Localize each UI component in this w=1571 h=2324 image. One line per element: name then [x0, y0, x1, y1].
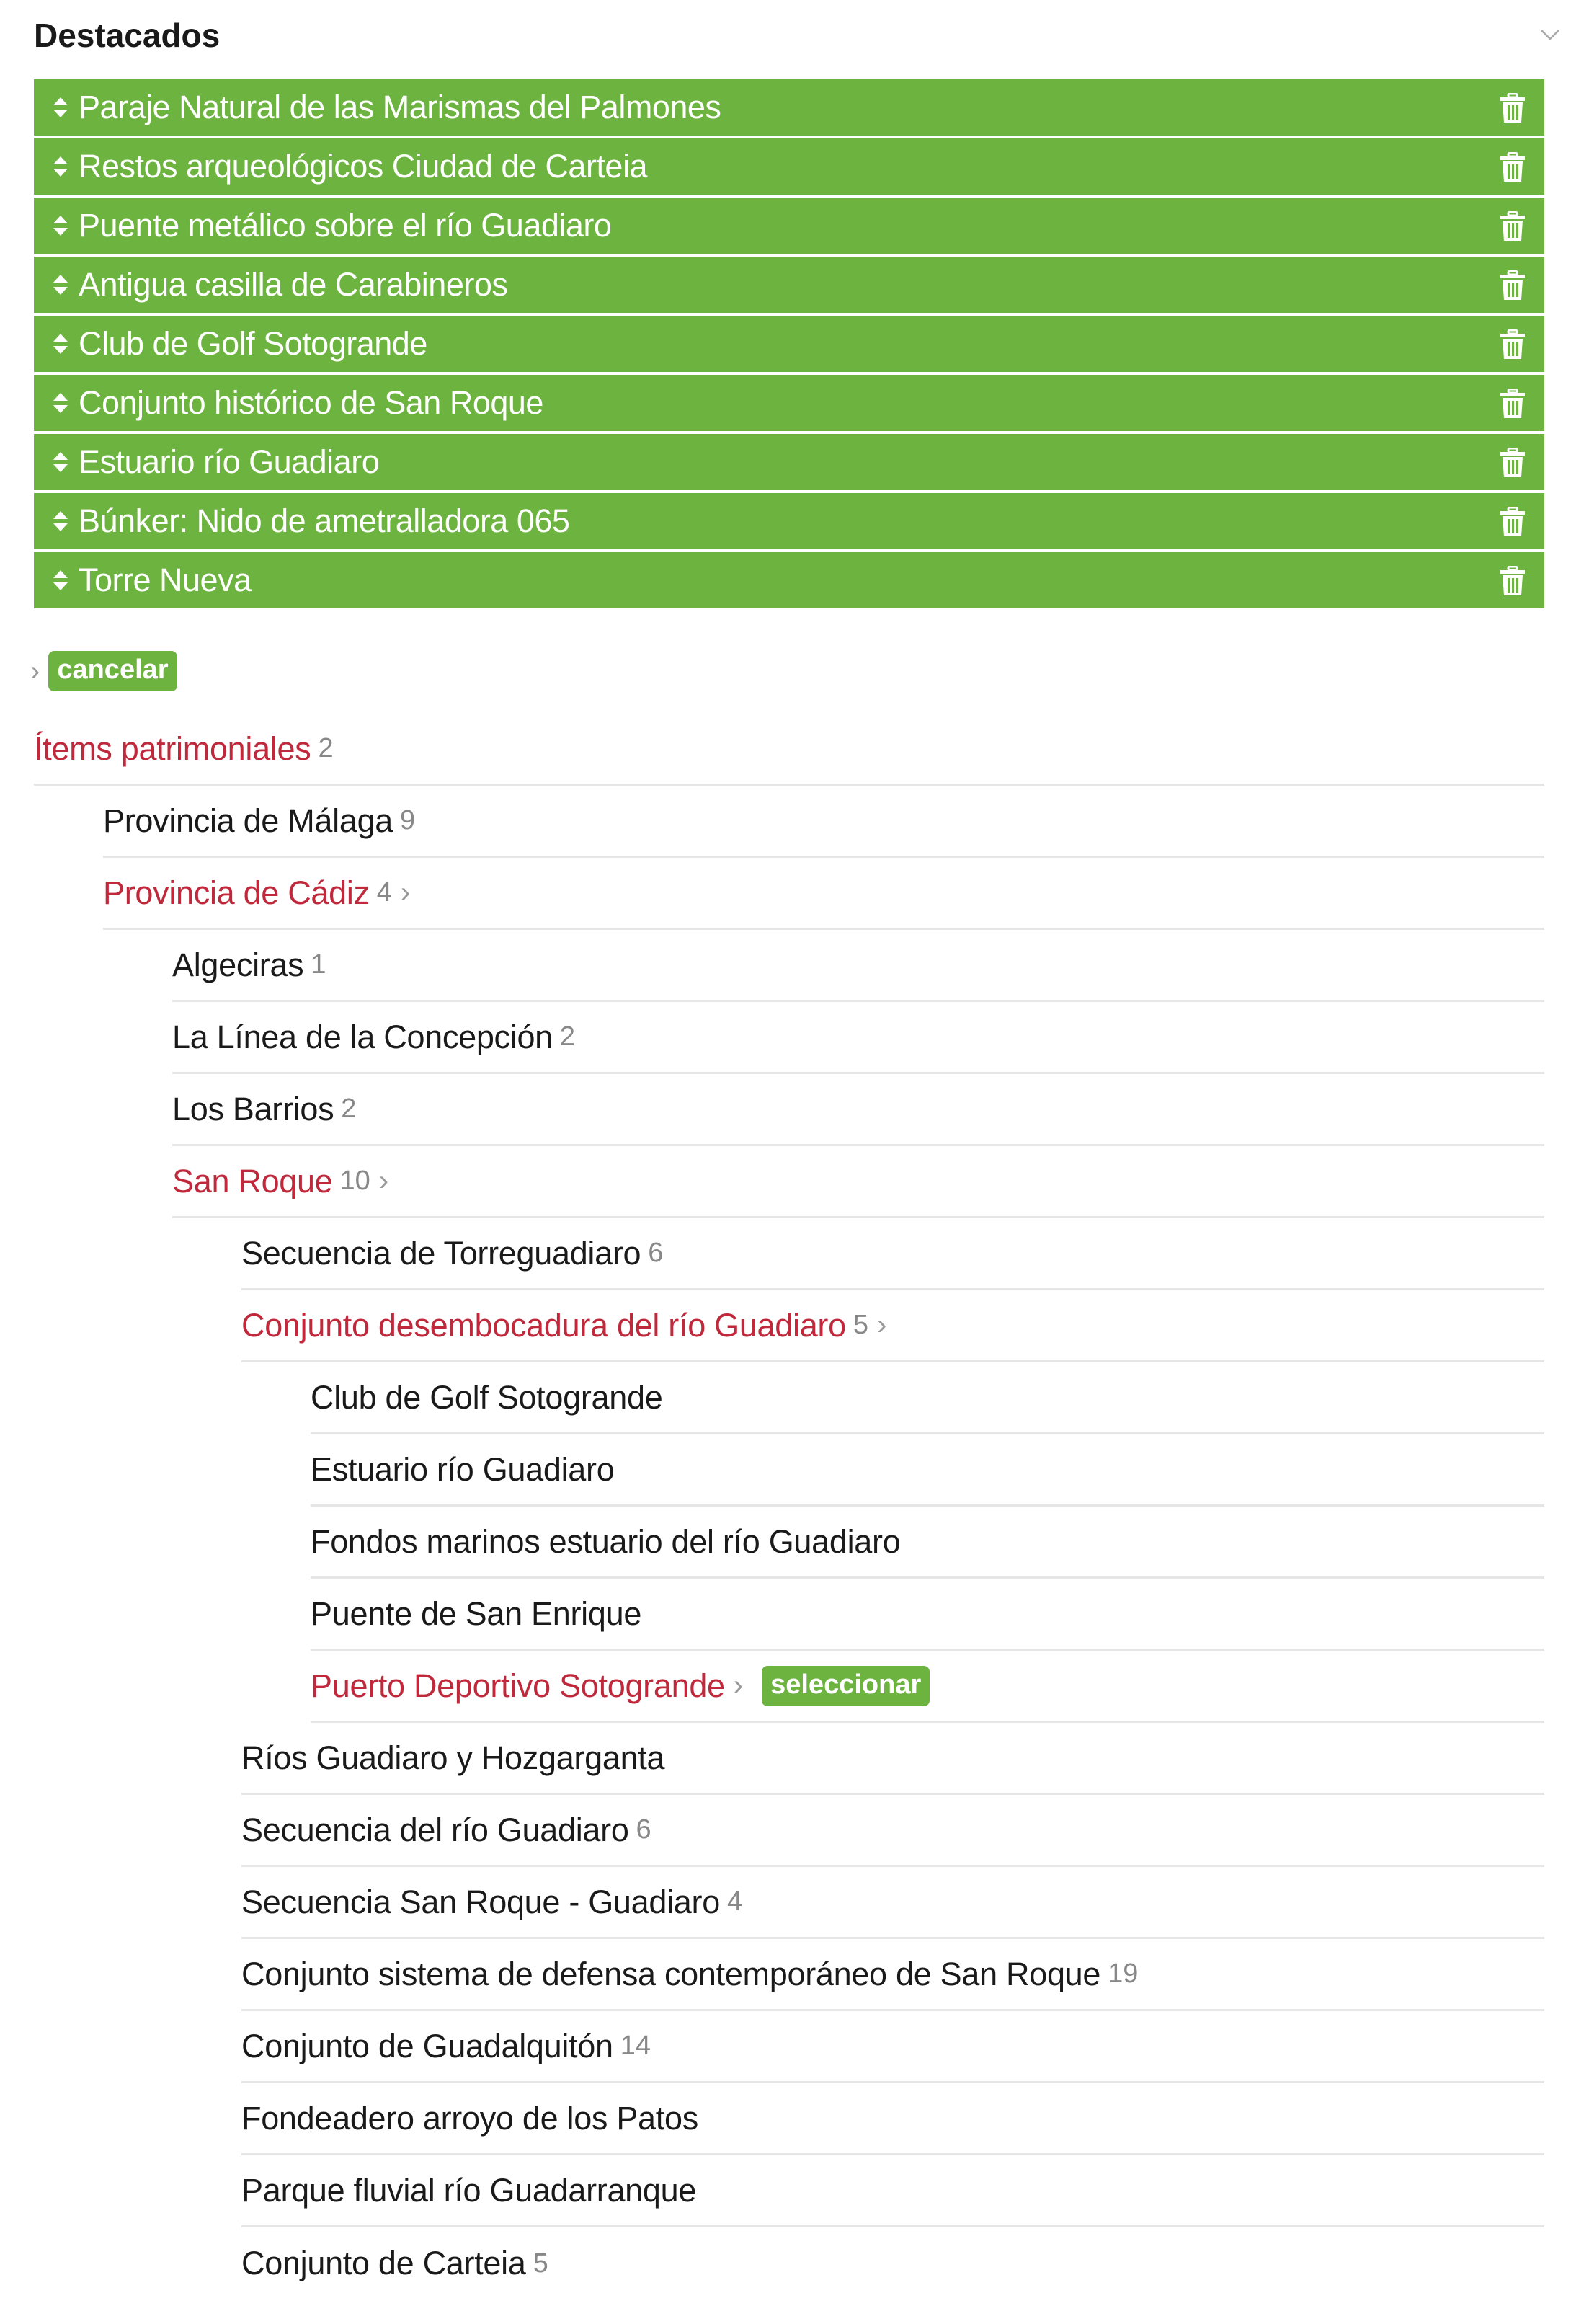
featured-item[interactable]: [34, 552, 1544, 608]
item-count: 2: [318, 733, 334, 763]
tree-item-label[interactable]: Secuencia del río Guadiaro: [241, 1811, 629, 1848]
select-button[interactable]: seleccionar: [762, 1666, 930, 1706]
tree-item-label[interactable]: Ríos Guadiaro y Hozgarganta: [241, 1739, 665, 1776]
tree-item-label[interactable]: Provincia de Cádiz: [103, 874, 370, 911]
tree-item[interactable]: [311, 1579, 1544, 1651]
featured-list: [34, 79, 1544, 611]
trash-icon[interactable]: [1500, 507, 1526, 537]
featured-item[interactable]: [34, 138, 1544, 195]
chevron-right-icon: ›: [733, 1669, 744, 1701]
tree-item-label[interactable]: Conjunto de Carteia: [241, 2245, 526, 2281]
cancel-row: [30, 650, 177, 692]
tree-item-label[interactable]: Fondeadero arroyo de los Patos: [241, 2099, 698, 2137]
featured-item[interactable]: [34, 493, 1544, 549]
item-count: 4: [726, 1886, 743, 1917]
tree-item-label[interactable]: Estuario río Guadiaro: [311, 1450, 615, 1488]
item-count: 6: [648, 1238, 664, 1268]
featured-item-label: Club de Golf Sotogrande: [79, 325, 427, 362]
tree-item[interactable]: [241, 1218, 1544, 1290]
featured-item-label: Torre Nueva: [79, 562, 252, 598]
tree-item-label[interactable]: Club de Golf Sotogrande: [311, 1378, 663, 1416]
tree-item[interactable]: [241, 2083, 1544, 2155]
tree-item[interactable]: [241, 1795, 1544, 1867]
sort-icon[interactable]: [51, 211, 71, 240]
tree-item-label[interactable]: La Línea de la Concepción: [172, 1018, 553, 1055]
trash-icon[interactable]: [1500, 211, 1526, 241]
featured-item-label: Antigua casilla de Carabineros: [79, 266, 508, 303]
sort-icon[interactable]: [51, 389, 71, 417]
tree-item[interactable]: [311, 1507, 1544, 1579]
tree-item[interactable]: [241, 1867, 1544, 1939]
featured-item-label: Puente metálico sobre el río Guadiaro: [79, 207, 612, 244]
chevron-down-icon[interactable]: [1536, 20, 1565, 49]
featured-item-label: Estuario río Guadiaro: [79, 443, 380, 480]
sort-icon[interactable]: [51, 448, 71, 476]
tree-item-label[interactable]: Conjunto de Guadalquitón: [241, 2027, 613, 2064]
tree-item-label[interactable]: Conjunto desembocadura del río Guadiaro: [241, 1306, 846, 1344]
tree-item[interactable]: [103, 858, 1544, 930]
chevron-right-icon: ›: [400, 877, 411, 908]
trash-icon[interactable]: [1500, 270, 1526, 301]
tree-item[interactable]: [172, 1002, 1544, 1074]
trash-icon[interactable]: [1500, 389, 1526, 419]
sort-icon[interactable]: [51, 566, 71, 595]
tree-item-label[interactable]: Secuencia San Roque - Guadiaro: [241, 1883, 720, 1920]
trash-icon[interactable]: [1500, 152, 1526, 182]
section-title: Destacados: [34, 17, 221, 54]
tree-item[interactable]: [311, 1651, 1544, 1723]
tree-item-label[interactable]: Ítems patrimoniales: [34, 729, 311, 767]
tree-item-label[interactable]: Secuencia de Torreguadiaro: [241, 1234, 641, 1272]
item-count: 1: [311, 949, 326, 980]
tree-item-label[interactable]: Provincia de Málaga: [103, 802, 393, 839]
item-count: 2: [341, 1094, 357, 1124]
tree-item[interactable]: [172, 1074, 1544, 1146]
item-count: 6: [636, 1814, 651, 1845]
tree-item-label[interactable]: Puerto Deportivo Sotogrande: [311, 1667, 725, 1704]
tree-item-label[interactable]: Los Barrios: [172, 1090, 334, 1127]
featured-item[interactable]: [34, 257, 1544, 313]
item-count: 10: [339, 1166, 370, 1196]
tree-item[interactable]: [103, 786, 1544, 858]
featured-item[interactable]: [34, 375, 1544, 431]
tree-item-label[interactable]: San Roque: [172, 1162, 333, 1199]
item-count: 2: [559, 1021, 576, 1052]
tree-item[interactable]: [241, 2011, 1544, 2083]
tree-item[interactable]: [241, 2155, 1544, 2227]
tree-item[interactable]: [241, 1723, 1544, 1795]
featured-item-label: Paraje Natural de las Marismas del Palmones: [79, 89, 721, 125]
tree-item-label[interactable]: Puente de San Enrique: [311, 1595, 642, 1632]
tree-item[interactable]: [34, 714, 1544, 786]
chevron-right-icon: ›: [876, 1309, 887, 1341]
trash-icon[interactable]: [1500, 93, 1526, 123]
chevron-right-icon: ›: [30, 655, 40, 687]
sort-icon[interactable]: [51, 329, 71, 358]
item-count: 5: [533, 2248, 548, 2279]
featured-item[interactable]: [34, 316, 1544, 372]
featured-item[interactable]: [34, 434, 1544, 490]
item-count: 5: [853, 1310, 868, 1340]
tree-item[interactable]: [311, 1362, 1544, 1434]
tree-item[interactable]: [172, 1146, 1544, 1218]
sort-icon[interactable]: [51, 507, 71, 536]
tree-item[interactable]: [241, 1939, 1544, 2011]
chevron-right-icon: ›: [378, 1165, 389, 1197]
tree-item-label[interactable]: Fondos marinos estuario del río Guadiaro: [311, 1522, 901, 1560]
tree-item-label[interactable]: Conjunto sistema de defensa contemporáneo de San Roque: [241, 1955, 1101, 1992]
trash-icon[interactable]: [1500, 329, 1526, 360]
cancel-button[interactable]: cancelar: [48, 651, 177, 691]
tree-item[interactable]: [172, 930, 1544, 1002]
item-count: 9: [400, 805, 416, 835]
tree-item-label[interactable]: Algeciras: [172, 946, 304, 983]
featured-item-label: Conjunto histórico de San Roque: [79, 384, 543, 421]
featured-header: [34, 10, 1544, 61]
featured-item-label: Restos arqueológicos Ciudad de Carteia: [79, 148, 647, 185]
tree-item[interactable]: [241, 1290, 1544, 1362]
tree-item[interactable]: [241, 2227, 1544, 2299]
featured-item[interactable]: [34, 198, 1544, 254]
sort-icon[interactable]: [51, 93, 71, 122]
item-count: 4: [376, 877, 392, 908]
category-tree: [0, 714, 1544, 2299]
trash-icon[interactable]: [1500, 566, 1526, 596]
trash-icon[interactable]: [1500, 448, 1526, 478]
sort-icon[interactable]: [51, 152, 71, 181]
featured-item[interactable]: [34, 79, 1544, 136]
featured-item-label: Búnker: Nido de ametralladora 065: [79, 502, 570, 539]
item-count: 19: [1108, 1959, 1139, 1989]
item-count: 14: [620, 2031, 651, 2061]
sort-icon[interactable]: [51, 270, 71, 299]
tree-item[interactable]: [311, 1434, 1544, 1507]
tree-item-label[interactable]: Parque fluvial río Guadarranque: [241, 2171, 697, 2209]
